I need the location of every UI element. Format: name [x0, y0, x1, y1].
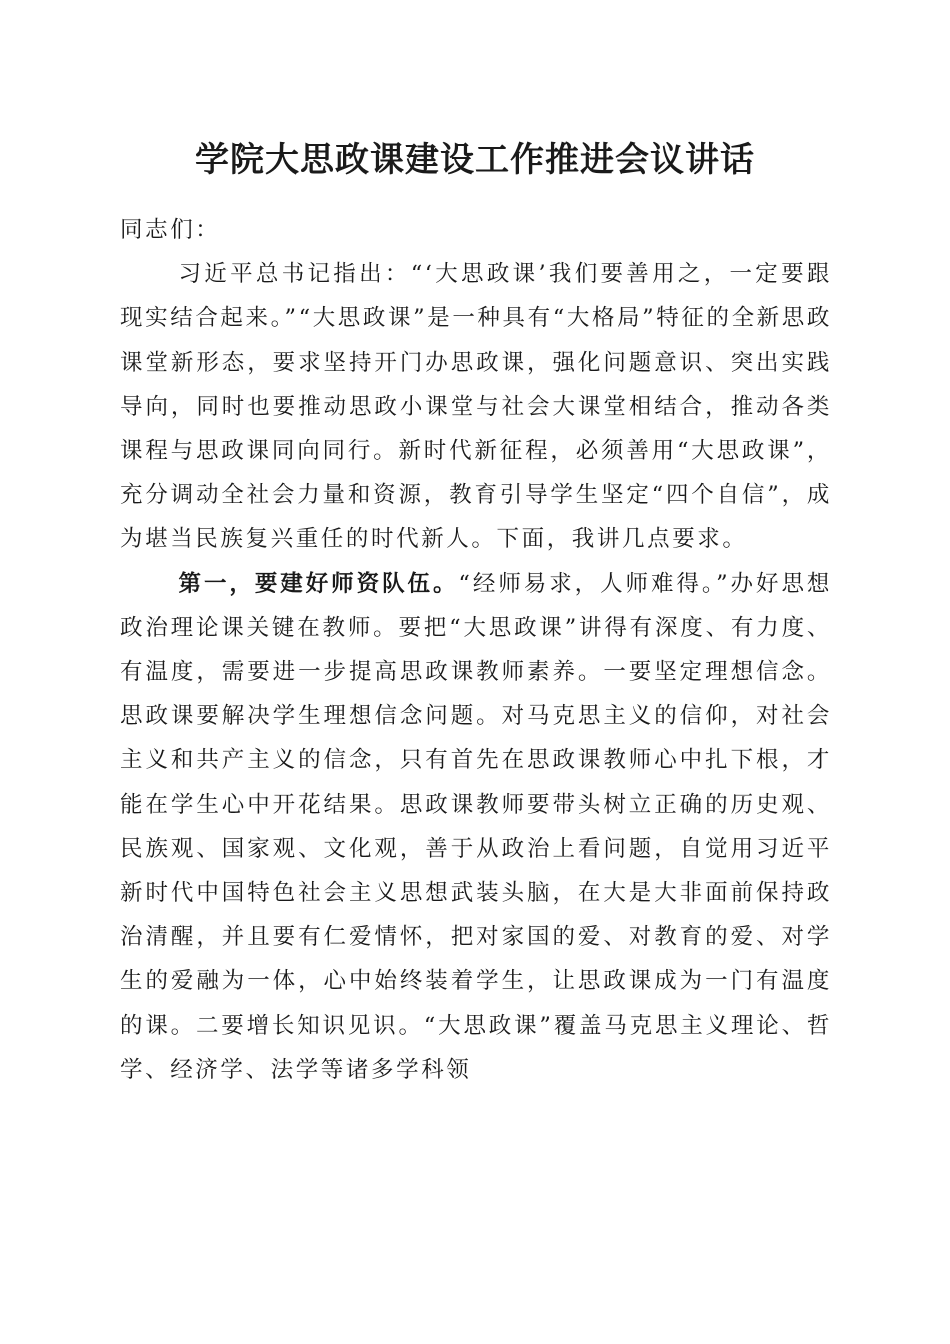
- salutation: 同志们：: [120, 217, 221, 243]
- paragraph-heading: 第一，要建好师资队伍。: [178, 570, 459, 597]
- paragraph-first-point: [120, 562, 832, 1092]
- document-body: [120, 208, 832, 1092]
- document-title: 学院大思政课建设工作推进会议讲话: [195, 140, 755, 180]
- paragraph-intro: 习近平总书记指出：“‘大思政课’我们要善用之，一定要跟现实结合起来。”“大思政课”是一种具有“大格局”特征的全新思政课堂新形态，要求坚持开门办思政课，强化问题意识、突出实践导向，同时也要推动思政小课堂与社会大课堂相结合，推动各类课程与思政课同向同行。新时代新征程，必须善用“大思政课”，充分调动全社会力量和资源，教育引导学生坚定“四个自信”，成为堪当民族复兴重任的时代新人。下面，我讲几点要求。: [120, 261, 832, 553]
- paragraph-first-point-body: “经师易求，人师难得。”办好思想政治理论课关键在教师。要把“大思政课”讲得有深度、有力度、有温度，需要进一步提高思政课教师素养。一要坚定理想信念。思政课要解决学生理想信念问题。对马克思主义的信仰，对社会主义和共产主义的信念，只有首先在思政课教师心中扎下根，才能在学生心中开花结果。思政课教师要带头树立正确的历史观、民族观、国家观、文化观，善于从政治上看问题，自觉用习近平新时代中国特色社会主义思想武装头脑，在大是大非面前保持政治清醒，并且要有仁爱情怀，把对家国的爱、对教育的爱、对学生的爱融为一体，心中始终装着学生，让思政课成为一门有温度的课。二要增长知识见识。“大思政课”覆盖马克思主义理论、哲学、经济学、法学等诸多学科领: [120, 570, 832, 1083]
